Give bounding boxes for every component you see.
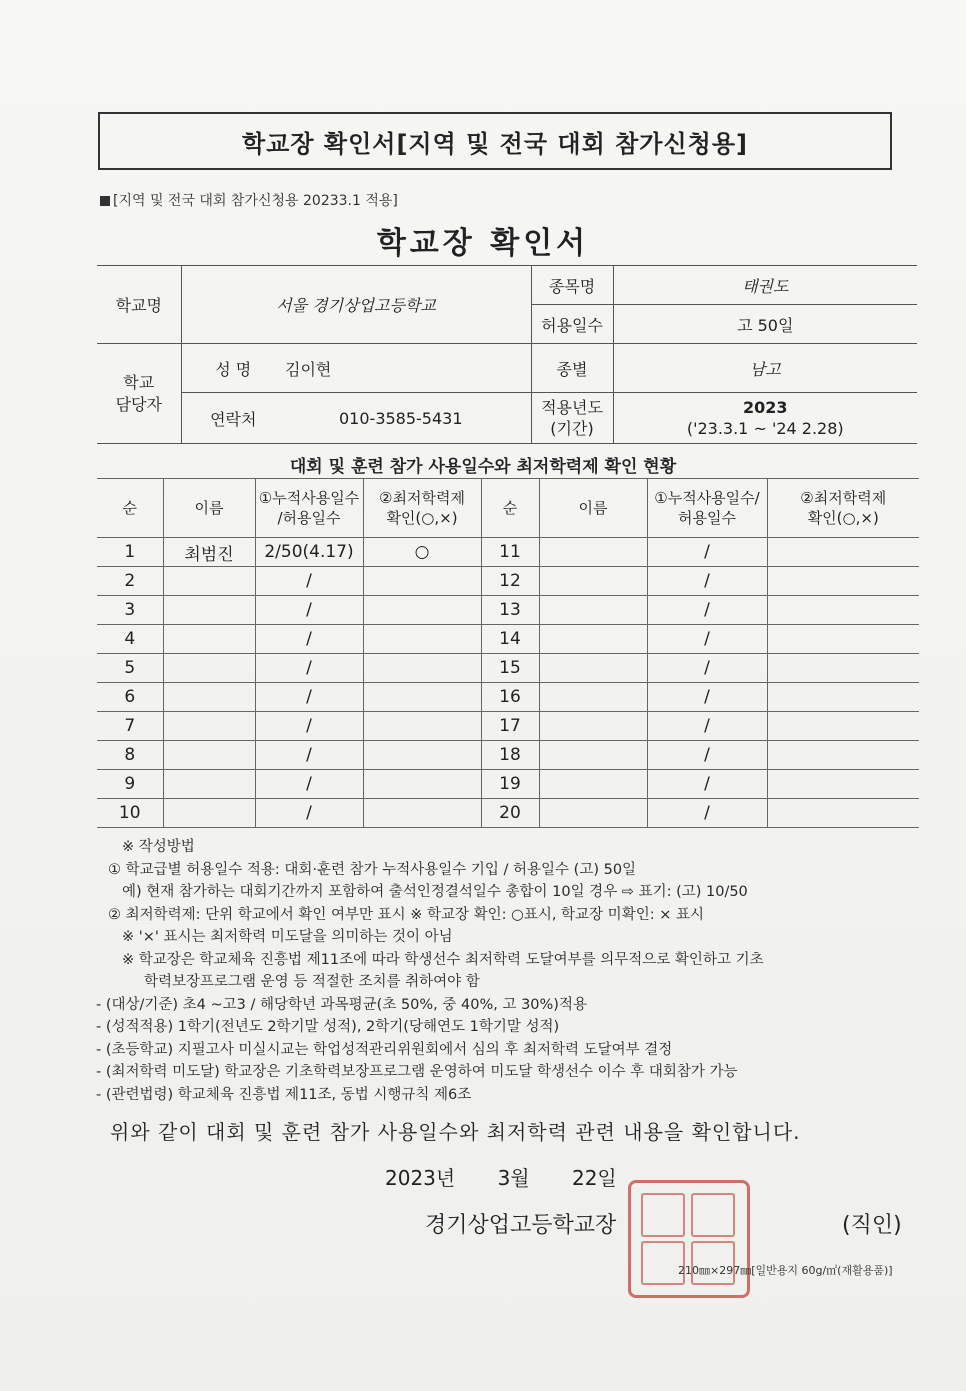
form-note-text: [지역 및 전국 대회 참가신청용 20233.1 적용] — [113, 193, 398, 209]
official-seal — [628, 1180, 750, 1298]
row-no: 8 — [97, 741, 163, 770]
row-name-right — [539, 683, 647, 712]
sport-value: 태권도 — [613, 266, 917, 305]
row-no: 6 — [97, 683, 163, 712]
row-days-right: / — [647, 596, 767, 625]
row-days-right: / — [647, 538, 767, 567]
allowed-days-value: 고 50일 — [613, 305, 917, 344]
name-value: 김이현 — [285, 344, 531, 393]
row-no-right: 12 — [481, 567, 539, 596]
status-subtitle: 대회 및 훈련 참가 사용일수와 최저학력제 확인 현황 — [289, 457, 677, 477]
row-name-right — [539, 567, 647, 596]
instructions — [96, 836, 936, 1106]
note-line: ① 학교급별 허용일수 적용: 대회·훈련 참가 누적사용일수 기입 / 허용일수 (고) 50일 — [108, 861, 637, 878]
header-check-line2: 확인(○,×) — [386, 509, 458, 527]
row-no-right: 11 — [481, 538, 539, 567]
participant-rows — [97, 538, 919, 828]
row-name — [163, 770, 255, 799]
contact-person-label — [97, 344, 181, 444]
issue-date — [385, 1162, 653, 1191]
row-days-right: / — [647, 654, 767, 683]
row-name-right — [539, 625, 647, 654]
row-check-right — [767, 683, 919, 712]
allowed-days-label: 허용일수 — [531, 305, 613, 344]
seal-label: (직인) — [842, 1213, 902, 1238]
row-no-right: 14 — [481, 625, 539, 654]
note-line: ② 최저학력제: 단위 학교에서 확인 여부만 표시 ※ 학교장 확인: ○표시, 학교장 미확인: × 표시 — [108, 906, 704, 923]
row-days-right: / — [647, 683, 767, 712]
row-check — [363, 683, 481, 712]
row-check — [363, 770, 481, 799]
row-name-right — [539, 741, 647, 770]
row-check — [363, 654, 481, 683]
row-no: 1 — [97, 538, 163, 567]
row-no: 5 — [97, 654, 163, 683]
row-check — [363, 799, 481, 828]
header-check-line1: ②최저학력제 — [379, 489, 465, 507]
row-days-right: / — [647, 799, 767, 828]
table-row — [97, 654, 919, 683]
note-line: - (성적적용) 1학기(전년도 2학기말 성적), 2학기(당해연도 1학기말 성적) — [96, 1019, 560, 1035]
row-name — [163, 741, 255, 770]
header-days-right-line2: 허용일수 — [678, 509, 736, 527]
row-check-right — [767, 799, 919, 828]
row-days: / — [255, 770, 363, 799]
note-line: - (최저학력 미도달) 학교장은 기초학력보장프로그램 운영하여 미도달 학생선수 이수 후 대회참가 가능 — [96, 1064, 738, 1080]
table-row — [97, 741, 919, 770]
table-row — [97, 770, 919, 799]
note-line: ※ 작성방법 — [122, 839, 195, 855]
year-value-cell — [613, 393, 917, 444]
row-days-right: / — [647, 625, 767, 654]
row-days: / — [255, 741, 363, 770]
sport-label: 종목명 — [531, 266, 613, 305]
note-line: - (관련법령) 학교체육 진흥법 제11조, 동법 시행규칙 제6조 — [96, 1086, 472, 1103]
header-days-line2: /허용일수 — [277, 509, 341, 527]
school-principal-name: 경기상업고등학교장 — [425, 1213, 617, 1238]
row-check — [363, 596, 481, 625]
date-year: 2023년 — [385, 1166, 456, 1190]
note-line: ※ 학교장은 학교체육 진흥법 제11조에 따라 학생선수 최저학력 도달여부를 의무적으로 확인하고 기초 — [122, 951, 764, 968]
row-check-right — [767, 654, 919, 683]
phone-label: 연락처 — [181, 393, 285, 444]
header-days — [255, 479, 363, 538]
row-no-right: 20 — [481, 799, 539, 828]
row-check-right — [767, 741, 919, 770]
header-days-right — [647, 479, 767, 538]
row-days: / — [255, 712, 363, 741]
row-check-right — [767, 712, 919, 741]
note-line: 예) 현재 참가하는 대회기간까지 포함하여 출석인정결석일수 총합이 10일 경우 ⇨ 표기: (고) 10/50 — [122, 884, 748, 900]
row-name: 최범진 — [163, 538, 255, 567]
row-check: ○ — [363, 538, 481, 567]
row-name-right — [539, 596, 647, 625]
row-check-right — [767, 625, 919, 654]
header-name: 이름 — [163, 479, 255, 538]
row-no-right: 18 — [481, 741, 539, 770]
period-value: ('23.3.1 ~ '24 2.28) — [686, 419, 844, 438]
note-line: - (대상/기준) 초4 ~고3 / 해당학년 과목평균(초 50%, 중 40%, 고 30%)적용 — [96, 996, 587, 1013]
year-label-line2: (기간) — [550, 419, 594, 438]
row-name — [163, 596, 255, 625]
row-no-right: 15 — [481, 654, 539, 683]
row-no-right: 16 — [481, 683, 539, 712]
contact-person-label-line2: 담당자 — [115, 394, 162, 414]
row-no-right: 13 — [481, 596, 539, 625]
row-no-right: 19 — [481, 770, 539, 799]
table-row — [97, 625, 919, 654]
row-no-right: 17 — [481, 712, 539, 741]
table-row — [97, 596, 919, 625]
header-check-right — [767, 479, 919, 538]
gender-value: 남고 — [613, 344, 917, 393]
square-bullet-icon — [100, 196, 110, 206]
row-check-right — [767, 567, 919, 596]
row-no: 10 — [97, 799, 163, 828]
row-days: / — [255, 799, 363, 828]
header-days-right-line1: ①누적사용일수/ — [654, 489, 760, 507]
row-days: / — [255, 683, 363, 712]
table-row — [97, 567, 919, 596]
contact-person-label-line1: 학교 — [123, 372, 155, 392]
gender-label: 종별 — [531, 344, 613, 393]
row-days: 2/50(4.17) — [255, 538, 363, 567]
row-days: / — [255, 625, 363, 654]
paper-spec: 210㎜×297㎜[일반용지 60g/㎡(재활용품)] — [678, 1264, 893, 1277]
row-name — [163, 683, 255, 712]
form-note — [100, 190, 398, 210]
year-label — [531, 393, 613, 444]
row-name-right — [539, 654, 647, 683]
date-month: 3월 — [497, 1166, 530, 1190]
row-check — [363, 625, 481, 654]
year-label-line1: 적용년도 — [541, 398, 603, 417]
header-no: 순 — [97, 479, 163, 538]
name-label: 성 명 — [181, 344, 285, 393]
header-name-right: 이름 — [539, 479, 647, 538]
row-no: 4 — [97, 625, 163, 654]
row-check-right — [767, 770, 919, 799]
date-day: 22일 — [571, 1166, 617, 1190]
row-days-right: / — [647, 741, 767, 770]
row-days: / — [255, 654, 363, 683]
row-no: 7 — [97, 712, 163, 741]
row-check-right — [767, 596, 919, 625]
row-days-right: / — [647, 712, 767, 741]
header-check-right-line1: ②최저학력제 — [800, 489, 887, 507]
document-title: 학교장 확인서 — [376, 226, 590, 261]
table-row — [97, 683, 919, 712]
note-line: ※ '×' 표시는 최저학력 미도달을 의미하는 것이 아님 — [122, 929, 453, 945]
row-name — [163, 625, 255, 654]
row-name — [163, 567, 255, 596]
row-no: 9 — [97, 770, 163, 799]
row-no: 2 — [97, 567, 163, 596]
table-row — [97, 538, 919, 567]
year-value: 2023 — [742, 398, 788, 417]
row-name-right — [539, 712, 647, 741]
row-check — [363, 741, 481, 770]
row-days: / — [255, 596, 363, 625]
row-name — [163, 654, 255, 683]
row-no: 3 — [97, 596, 163, 625]
row-name — [163, 712, 255, 741]
header-days-line1: ①누적사용일수 — [258, 489, 360, 507]
row-name-right — [539, 799, 647, 828]
note-line: 학력보장프로그램 운영 등 적절한 조치를 취하여야 함 — [144, 974, 480, 990]
table-row — [97, 799, 919, 828]
info-table — [97, 265, 917, 444]
row-check — [363, 567, 481, 596]
row-name-right — [539, 770, 647, 799]
row-days-right: / — [647, 567, 767, 596]
note-line: - (초등학교) 지필고사 미실시교는 학업성적관리위원회에서 심의 후 최저학력 도달여부 결정 — [96, 1041, 673, 1058]
header-title-box: 학교장 확인서[지역 및 전국 대회 참가신청용] — [98, 112, 892, 170]
confirmation-statement: 위와 같이 대회 및 훈련 참가 사용일수와 최저학력 관련 내용을 확인합니다. — [110, 1120, 801, 1144]
row-check — [363, 712, 481, 741]
table-row — [97, 712, 919, 741]
header-check — [363, 479, 481, 538]
row-days: / — [255, 567, 363, 596]
row-name — [163, 799, 255, 828]
row-check-right — [767, 538, 919, 567]
header-check-right-line2: 확인(○,×) — [807, 509, 879, 527]
participant-table — [97, 478, 919, 828]
phone-value: 010-3585-5431 — [285, 393, 531, 444]
school-value: 서울 경기상업고등학교 — [181, 266, 531, 344]
row-name-right — [539, 538, 647, 567]
row-days-right: / — [647, 770, 767, 799]
school-label: 학교명 — [97, 266, 181, 344]
header-no-right: 순 — [481, 479, 539, 538]
